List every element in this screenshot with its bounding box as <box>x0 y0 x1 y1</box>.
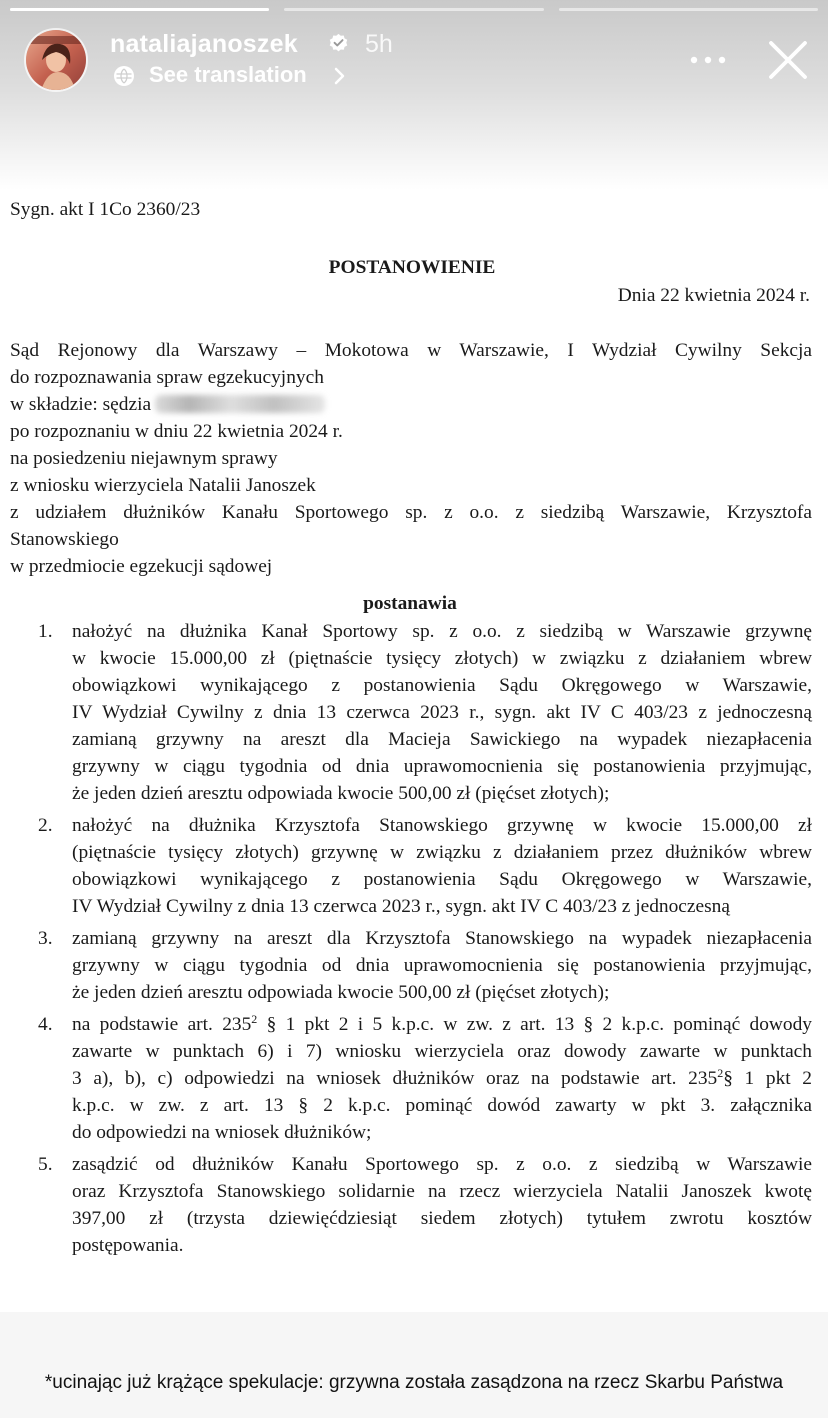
username[interactable]: nataliajanoszek <box>110 30 298 58</box>
creditor-line: z wniosku wierzyciela Natalii Janoszek <box>10 475 316 496</box>
superscript: 2 <box>717 1066 724 1080</box>
translate-icon[interactable] <box>113 65 135 87</box>
avatar[interactable] <box>24 28 88 92</box>
item-1-line: grzywny w ciągu tygodnia od dnia uprawomocnienia się postanowienia przyjmując, <box>72 756 812 777</box>
item-1-line: IV Wydział Cywilny z dnia 13 czerwca 2023 r., sygn. akt IV C 403/23 z jednoczesną <box>72 702 812 723</box>
item-4-text: § 1 pkt 2 i 5 k.p.c. w zw. z art. 13 § 2 k.p.c. pominąć dowody <box>257 1014 812 1035</box>
item-number: 4. <box>38 1014 53 1035</box>
item-4-line <box>72 1011 812 1038</box>
item-number: 5. <box>38 1154 53 1175</box>
judge-line <box>10 391 325 418</box>
item-2-line: nałożyć na dłużnika Krzysztofa Stanowskiego grzywnę w kwocie 15.000,00 zł <box>72 815 812 836</box>
item-4-line: do odpowiedzi na wniosek dłużników; <box>72 1122 372 1143</box>
superscript: 2 <box>251 1012 258 1026</box>
item-1-line: nałożyć na dłużnika Kanał Sportowy sp. z o.o. z siedzibą w Warszawie grzywnę <box>72 621 812 642</box>
item-number: 2. <box>38 815 53 836</box>
item-4-line: k.p.c. w zw. z art. 13 § 2 k.p.c. pominąć dowód zawarty w pkt 3. załącznika <box>72 1095 812 1116</box>
item-1-line: w kwocie 15.000,00 zł (piętnaście tysięcy złotych) w związku z działaniem wbrew <box>72 648 812 669</box>
session-line: na posiedzeniu niejawnym sprawy <box>10 448 278 469</box>
item-2-line: IV Wydział Cywilny z dnia 13 czerwca 2023 r., sygn. akt IV C 403/23 z jednoczesną <box>72 896 730 917</box>
item-1-line: zamianą grzywny na areszt dla Macieja Sawickiego na wypadek niezapłacenia <box>72 729 812 750</box>
caption-area <box>0 1312 828 1418</box>
avatar-image <box>26 30 88 92</box>
judge-label: w składzie: sędzia <box>10 394 152 415</box>
verified-icon <box>328 33 349 54</box>
item-4-line <box>72 1065 812 1092</box>
document-title: POSTANOWIENIE <box>328 257 496 278</box>
item-3-line: grzywny w ciągu tygodnia od dnia uprawomocnienia się postanowienia przyjmując, <box>72 955 812 976</box>
item-number: 3. <box>38 928 53 949</box>
item-4-text: na podstawie art. 235 <box>72 1014 252 1035</box>
see-translation-link[interactable]: See translation <box>149 62 307 87</box>
close-icon[interactable] <box>764 36 812 84</box>
story-header <box>0 0 828 190</box>
debtors-line-2: Stanowskiego <box>10 529 119 550</box>
item-2-line: (piętnaście tysięcy złotych) grzywnę w związku z działaniem przez dłużników wbrew <box>72 842 812 863</box>
post-time: 5h <box>365 30 393 58</box>
item-1-line: że jeden dzień aresztu odpowiada kwocie 500,00 zł (pięćset złotych); <box>72 783 610 804</box>
item-4-text: 3 a), b), c) odpowiedzi na wniosek dłużników oraz na podstawie art. 235 <box>72 1068 718 1089</box>
debtors-line-1: z udziałem dłużników Kanału Sportowego sp. z o.o. z siedzibą Warszawie, Krzysztofa <box>10 502 812 523</box>
story-progress-segment-1 <box>10 8 269 11</box>
item-4-text: § 1 pkt 2 <box>723 1068 812 1089</box>
item-3-line: że jeden dzień aresztu odpowiada kwocie 500,00 zł (pięćset złotych); <box>72 982 610 1003</box>
item-3-line: zamianą grzywny na areszt dla Krzysztofa Stanowskiego na wypadek niezapłacenia <box>72 928 812 949</box>
item-5-line: postępowania. <box>72 1235 184 1256</box>
redacted-judge-name <box>155 395 325 413</box>
item-5-line: oraz Krzysztofa Stanowskiego solidarnie na rzecz wierzyciela Natalii Janoszek kwotę <box>72 1181 812 1202</box>
item-1-line: obowiązkowi wynikającego z postanowienia Sądu Okręgowego w Warszawie, <box>72 675 812 696</box>
hearing-date-line: po rozpoznaniu w dniu 22 kwietnia 2024 r. <box>10 421 343 442</box>
subject-line: w przedmiocie egzekucji sądowej <box>10 556 273 577</box>
chevron-right-icon[interactable] <box>333 66 347 86</box>
case-signature: Sygn. akt I 1Co 2360/23 <box>10 199 201 220</box>
item-4-line: zawarte w punktach 6) i 7) wniosku wierzyciela oraz dowody zawarte w punktach <box>72 1041 812 1062</box>
item-5-line: zasądzić od dłużników Kanału Sportowego sp. z o.o. z siedzibą w Warszawie <box>72 1154 812 1175</box>
document-date: Dnia 22 kwietnia 2024 r. <box>617 285 810 306</box>
more-icon[interactable] <box>686 46 730 74</box>
story-caption: *ucinając już krążące spekulacje: grzywna została zasądzona na rzecz Skarbu Państwa <box>44 1372 784 1393</box>
court-line-2: do rozpoznawania spraw egzekucyjnych <box>10 367 324 388</box>
item-2-line: obowiązkowi wynikającego z postanowienia Sądu Okręgowego w Warszawie, <box>72 869 812 890</box>
item-number: 1. <box>38 621 53 642</box>
story-progress-segment-3 <box>559 8 818 11</box>
item-5-line: 397,00 zł (trzysta dziewięćdziesiąt siedem złotych) tytułem zwrotu kosztów <box>72 1208 812 1229</box>
progress-fill <box>10 8 269 11</box>
ruling-heading: postanawia <box>363 593 457 614</box>
story-progress-segment-2 <box>284 8 544 11</box>
court-line-1: Sąd Rejonowy dla Warszawy – Mokotowa w Warszawie, I Wydział Cywilny Sekcja <box>10 340 812 361</box>
court-document <box>0 190 828 1312</box>
